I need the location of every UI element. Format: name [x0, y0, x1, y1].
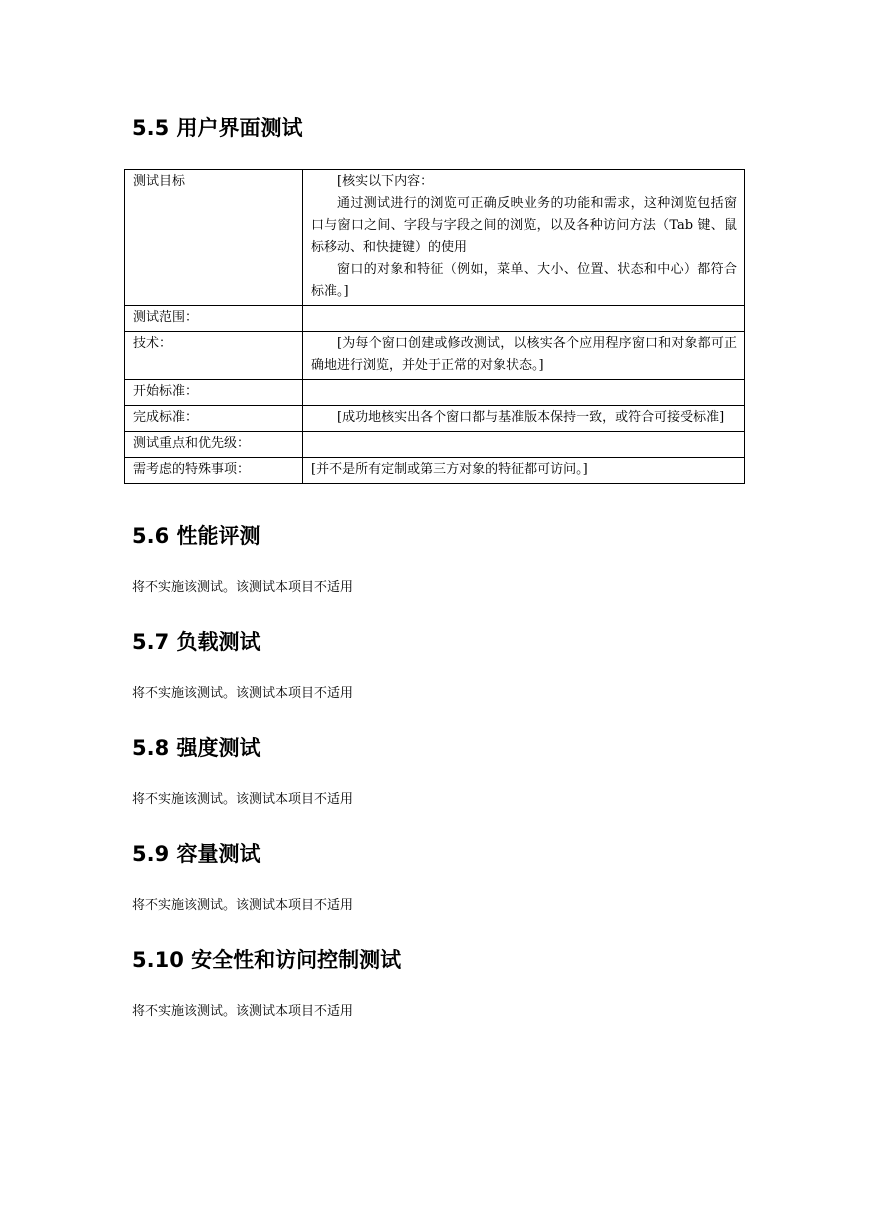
section-heading-5-7: 5.7 负载测试: [132, 630, 261, 654]
row-label: 测试目标: [125, 170, 303, 306]
table-row: [125, 332, 745, 380]
section-text-5-7: 将不实施该测试。该测试本项目不适用: [132, 686, 354, 701]
section-text-5-10: 将不实施该测试。该测试本项目不适用: [132, 1004, 354, 1019]
table-row: [125, 306, 745, 332]
row-content: [303, 406, 745, 432]
row-label: 技术：: [125, 332, 303, 380]
section-heading-5-6: 5.6 性能评测: [132, 524, 261, 548]
row-content: [303, 170, 745, 306]
row-content: [303, 332, 745, 380]
row-label: 开始标准：: [125, 380, 303, 406]
table-row: [125, 458, 745, 484]
row-label: 需考虑的特殊事项：: [125, 458, 303, 484]
row-content: [303, 306, 745, 332]
row-content: [303, 380, 745, 406]
row-label: 完成标准：: [125, 406, 303, 432]
cell-paragraph: [并不是所有定制或第三方对象的特征都可访问。]: [311, 462, 588, 477]
table-row: [125, 170, 745, 306]
row-content: [303, 432, 745, 458]
cell-paragraph: 通过测试进行的浏览可正确反映业务的功能和需求，这种浏览包括窗口与窗口之间、字段与字段之间的浏览，以及各种访问方法（Tab 键、鼠标移动、和快捷键）的使用: [311, 196, 737, 255]
section-text-5-8: 将不实施该测试。该测试本项目不适用: [132, 792, 354, 807]
cell-paragraph: [核实以下内容：: [337, 174, 434, 189]
table-row: [125, 432, 745, 458]
section-heading-5-5: 5.5 用户界面测试: [132, 116, 303, 140]
section-text-5-6: 将不实施该测试。该测试本项目不适用: [132, 580, 354, 595]
section-heading-5-8: 5.8 强度测试: [132, 736, 261, 760]
cell-paragraph: [为每个窗口创建或修改测试，以核实各个应用程序窗口和对象都可正确地进行浏览，并处于正常的对象状态。]: [311, 336, 737, 373]
section-heading-5-9: 5.9 容量测试: [132, 842, 261, 866]
cell-paragraph: 窗口的对象和特征（例如，菜单、大小、位置、状态和中心）都符合标准。]: [311, 262, 737, 299]
row-content: [303, 458, 745, 484]
ui-test-table: [124, 169, 745, 484]
section-heading-5-10: 5.10 安全性和访问控制测试: [132, 948, 402, 972]
table-row: [125, 380, 745, 406]
table-row: [125, 406, 745, 432]
row-label: 测试范围：: [125, 306, 303, 332]
cell-paragraph: [成功地核实出各个窗口都与基准版本保持一致，或符合可接受标准]: [337, 410, 725, 425]
row-label: 测试重点和优先级：: [125, 432, 303, 458]
section-text-5-9: 将不实施该测试。该测试本项目不适用: [132, 898, 354, 913]
